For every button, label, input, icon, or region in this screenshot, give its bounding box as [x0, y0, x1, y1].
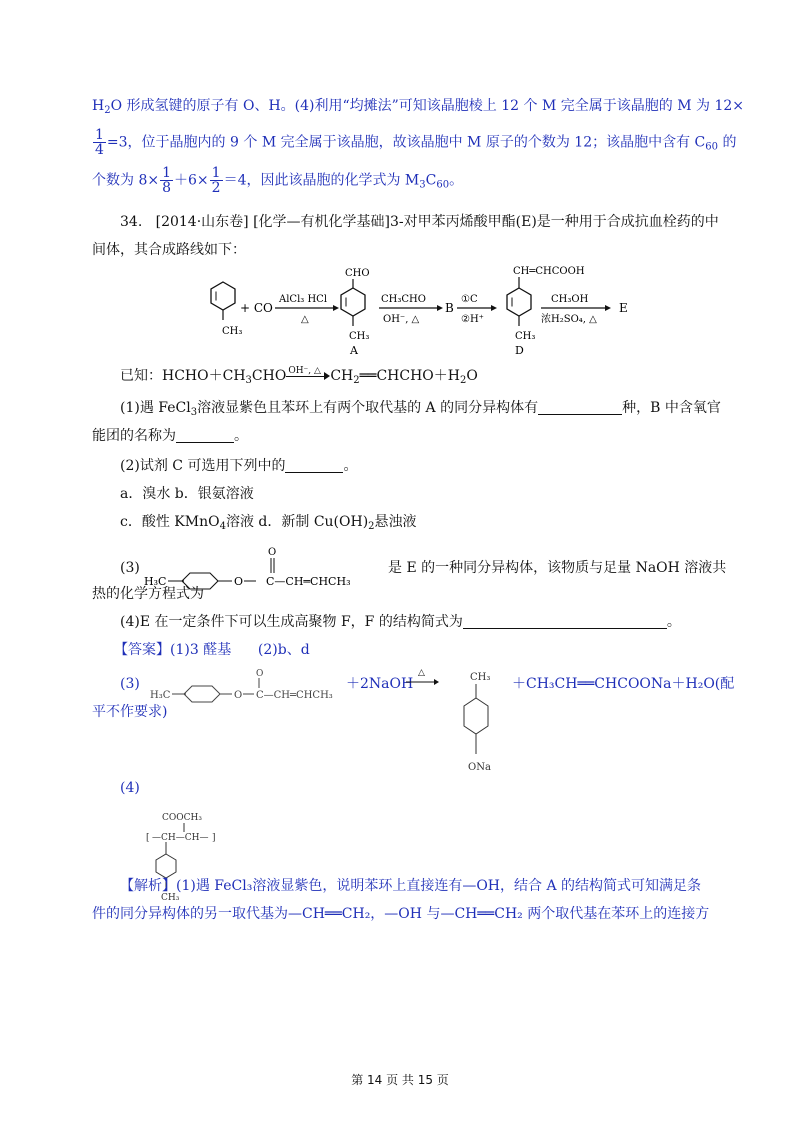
text: 。 [343, 458, 358, 474]
arrow-label: OH⁻, △ [288, 366, 321, 376]
explanation-tag: 【解析】 [120, 878, 176, 894]
known-arrow [286, 366, 330, 383]
text: 热的化学方程式为 [92, 586, 204, 602]
text: 种，B 中含氧官 [622, 400, 721, 416]
text: (2)b、d [257, 642, 310, 658]
ona-label: ONa [468, 762, 491, 773]
text: C [425, 172, 437, 189]
text: 。 [234, 428, 248, 444]
subscript: 60 [705, 141, 718, 153]
reaction-arrow-3 [457, 294, 497, 325]
explanation-line-1 [120, 876, 701, 896]
ch3-label: CH₃ [222, 326, 243, 337]
text: CH [330, 368, 354, 384]
q3-number [120, 558, 140, 578]
oxygen-label: O [234, 575, 244, 588]
side-chain-label: CH═CHCOOH [513, 266, 585, 277]
text: 。 [666, 614, 681, 630]
text: c．酸性 KMnO [120, 514, 220, 530]
compound-d-structure [507, 266, 585, 357]
subscript: 60 [436, 179, 450, 191]
a3-reactant-structure [146, 668, 346, 716]
text: (4) [120, 780, 140, 796]
text: (1)遇 FeCl [120, 400, 191, 416]
q2-line [120, 456, 357, 476]
chain-label: —CH—CH— [152, 833, 209, 843]
fraction [93, 128, 106, 157]
text: O 形成氢键的原子有 O、H。(4)利用“均摊法”可知该晶胞棱上 12 个 M 完全属于该晶胞的 M 为 12× [110, 98, 744, 114]
text: O [466, 368, 478, 384]
q1-line-1 [120, 398, 721, 423]
text: (3) [120, 676, 140, 692]
synthesis-scheme [195, 262, 645, 358]
prev-solution-line-1 [92, 96, 744, 121]
answer-blank[interactable] [463, 614, 667, 629]
reagent-label: △ [301, 314, 309, 325]
text: 间体，其合成路线如下： [92, 242, 246, 258]
text: 平不作要求) [92, 704, 168, 720]
text: 的 [718, 134, 737, 151]
text: [2014·山东卷] [化学—有机化学基础]3-对甲苯丙烯酸甲酯(E)是一种用于合成抗血栓药的中 [155, 214, 719, 230]
carbonyl-oxygen-label: O [256, 669, 264, 679]
text: ＝4，因此该晶胞的化学式为 M [223, 172, 420, 189]
fraction-numerator: 1 [95, 127, 104, 143]
answer-3-number [120, 674, 140, 694]
fraction-denominator: 4 [95, 142, 104, 158]
ch3-label: CH₃ [470, 672, 491, 683]
text: ＋2NaOH [346, 676, 414, 692]
subscript: 3 [190, 407, 198, 418]
subscript: 2 [460, 375, 467, 386]
q4-line [120, 612, 681, 632]
text: (3) [120, 560, 140, 576]
subscript: 2 [104, 105, 111, 116]
q2-options-1 [120, 484, 254, 504]
text: 溶液 d．新制 Cu(OH) [225, 514, 369, 530]
text: (4)E 在一定条件下可以生成高聚物 F，F 的结构简式为 [120, 614, 463, 630]
fraction [210, 166, 223, 195]
page-footer: 第 14 页 共 15 页 [351, 1073, 449, 1087]
fraction [160, 166, 173, 195]
plus-co: + CO [240, 301, 273, 315]
q1-line-2 [92, 426, 248, 446]
reagent-label: ①C [461, 294, 478, 305]
question-intro-line-1 [120, 212, 719, 232]
answer-blank[interactable] [538, 400, 622, 415]
answer-tag: 【答案】 [114, 642, 170, 658]
compound-label: E [619, 301, 628, 315]
compound-label: B [445, 301, 454, 315]
text: ＋CH₃CH══CHCOONa＋H₂O(配 [512, 676, 735, 692]
subscript: 3 [245, 375, 252, 386]
text: 个数为 8× [92, 172, 160, 189]
arrow-label: △ [418, 668, 425, 678]
reaction-arrow-4 [541, 294, 611, 325]
text: ══CHCHO＋H [359, 368, 460, 384]
question-intro-line-2 [92, 240, 246, 260]
bracket-open: [ [146, 833, 150, 843]
prev-solution-line-2 [92, 128, 736, 158]
q3-text [388, 558, 726, 578]
text: a．溴水 b．银氨溶液 [120, 486, 254, 502]
text: (2)试剂 C 可选用下列中的 [120, 458, 286, 474]
text: 悬浊液 [374, 514, 417, 530]
text: 是 E 的一种同分异构体，该物质与足量 NaOH 溶液共 [388, 560, 727, 576]
ch3-label: CH₃ [349, 331, 370, 342]
fraction-denominator: 8 [162, 180, 172, 196]
carbonyl-oxygen-label: O [268, 547, 277, 558]
answer-blank[interactable] [176, 428, 234, 443]
text: 能团的名称为 [92, 428, 176, 444]
subscript: 2 [368, 521, 375, 532]
bracket-close: ] [212, 833, 216, 843]
reagent-label: CH₃CHO [381, 294, 426, 305]
reagent-label: ②H⁺ [461, 314, 484, 325]
a3-rest [512, 674, 734, 694]
fraction-numerator: 1 [162, 165, 172, 181]
oxygen-label: O [234, 690, 243, 701]
text: CHO [251, 368, 287, 384]
ch3-label: CH₃ [515, 331, 536, 342]
text: H [92, 98, 105, 114]
subscript: 3 [419, 179, 426, 191]
answer-line-1 [114, 640, 310, 660]
known-reaction-line [120, 366, 478, 391]
reaction-arrow-1 [275, 294, 339, 325]
fraction-numerator: 1 [211, 165, 221, 181]
ester-label: COOCH₃ [162, 813, 202, 823]
a3-line-2 [92, 702, 167, 722]
q2-options-2 [120, 512, 417, 537]
text: ＋6× [174, 172, 209, 189]
ch3-label: CH₃ [161, 893, 180, 903]
question-number: 34. [120, 214, 143, 230]
compound-label: D [515, 344, 524, 357]
text: 已知：HCHO＋CH [120, 368, 246, 384]
prev-solution-line-3 [92, 166, 463, 196]
reagent-label: AlCl₃ HCl [279, 294, 328, 305]
text: (1)3 醛基 [170, 642, 232, 658]
reagent-label: CH₃OH [551, 294, 589, 305]
reagent-label: OH⁻, △ [383, 314, 420, 325]
compound-a-structure [341, 268, 370, 357]
reaction-arrow-2 [379, 294, 443, 325]
answer-4-number [120, 778, 140, 798]
text: 。 [449, 172, 464, 189]
text: (1)遇 FeCl₃溶液显紫色，说明苯环上直接连有—OH，结合 A 的结构简式可知满足条 [176, 878, 702, 894]
a3-product-structure [450, 668, 510, 782]
fraction-denominator: 2 [211, 180, 221, 196]
explanation-line-2 [92, 904, 709, 924]
text: 件的同分异构体的另一取代基为—CH══CH₂，—OH 与—CH══CH₂ 两个取代基在苯环上的连接方 [92, 906, 710, 922]
q3-line-2 [92, 584, 204, 604]
chain-label: C—CH═CHCH₃ [256, 690, 333, 701]
methyl-label: H₃C [144, 575, 167, 588]
chain-label: C—CH═CHCH₃ [266, 575, 351, 588]
reagent-label: 浓H₂SO₄, △ [541, 314, 597, 325]
a3-arrow [404, 666, 440, 690]
subscript: 2 [353, 375, 360, 386]
cho-label: CHO [345, 268, 370, 279]
text: =3，位于晶胞内的 9 个 M 完全属于该晶胞，故该晶胞中 M 原子的个数为 12；该晶胞中含有 C [106, 134, 706, 151]
compound-label: A [350, 344, 358, 357]
text: 溶液显紫色且苯环上有两个取代基的 A 的同分异构体有 [197, 400, 539, 416]
toluene-structure [211, 282, 242, 337]
methyl-label: H₃C [150, 690, 171, 701]
answer-blank[interactable] [285, 458, 343, 473]
subscript: 4 [219, 521, 226, 532]
